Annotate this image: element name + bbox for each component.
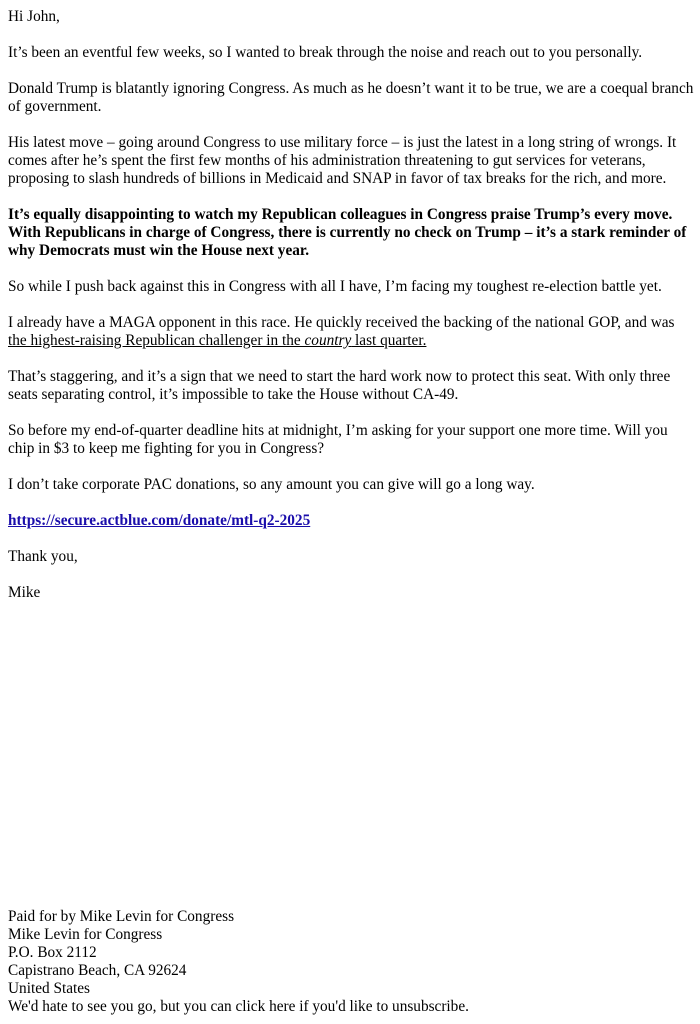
highest-raising-link[interactable]: [8, 332, 426, 349]
paragraph-staggering: That’s staggering, and it’s a sign that we need to start the hard work now to protect this seat. With only three seats separating control, it’s impossible to take the House without CA-49.: [8, 368, 671, 403]
paragraph-intro: It’s been an eventful few weeks, so I wanted to break through the noise and reach out to you personally.: [8, 44, 643, 61]
paragraph-reelection: So while I push back against this in Congress with all I have, I’m facing my toughest re-election battle yet.: [8, 278, 662, 295]
footer-country: United States: [8, 980, 90, 997]
closing: Thank you,: [8, 548, 78, 565]
paragraph-coequal: Donald Trump is blatantly ignoring Congress. As much as he doesn’t want it to be true, we are a coequal branch of government.: [8, 80, 694, 115]
paragraph-no-pac: I don’t take corporate PAC donations, so any amount you can give will go a long way.: [8, 476, 535, 493]
email-footer: [8, 908, 694, 1016]
greeting: Hi John,: [8, 8, 60, 25]
footer-po-box: P.O. Box 2112: [8, 944, 97, 961]
footer-org: Mike Levin for Congress: [8, 926, 163, 943]
highest-raising-italic: country: [304, 332, 352, 349]
footer-city: Capistrano Beach, CA 92624: [8, 962, 187, 979]
email-body: [8, 8, 694, 620]
donate-link[interactable]: https://secure.actblue.com/donate/mtl-q2-2025: [8, 512, 311, 529]
donate-paragraph: [8, 512, 694, 530]
paragraph-latest-move: His latest move – going around Congress to use military force – is just the latest in a long string of wrongs. It comes after he’s spent the first few months of his administration threatening to gut services for veterans, proposing to slash hundreds of billions in Medicaid and SNAP in favor of tax breaks for the rich, and more.: [8, 134, 677, 187]
signature: Mike: [8, 584, 41, 601]
highest-raising-text-b: last quarter.: [351, 332, 427, 349]
paid-for-line: Paid for by Mike Levin for Congress: [8, 908, 235, 925]
highest-raising-text-a: the highest-raising Republican challenger in the: [8, 332, 305, 349]
maga-text: I already have a MAGA opponent in this race. He quickly received the backing of the national GOP, and was: [8, 314, 675, 331]
paragraph-ask: So before my end-of-quarter deadline hits at midnight, I’m asking for your support one more time. Will you chip in $3 to keep me fighting for you in Congress?: [8, 422, 668, 457]
unsubscribe-link[interactable]: We'd hate to see you go, but you can click here if you'd like to unsubscribe.: [8, 998, 469, 1015]
paragraph-bold-republicans: It’s equally disappointing to watch my Republican colleagues in Congress praise Trump’s every move. With Republicans in charge of Congress, there is currently no check on Trump – it’s a stark reminder of why Democrats must win the House next year.: [8, 206, 687, 259]
paragraph-maga-opponent: [8, 314, 694, 350]
